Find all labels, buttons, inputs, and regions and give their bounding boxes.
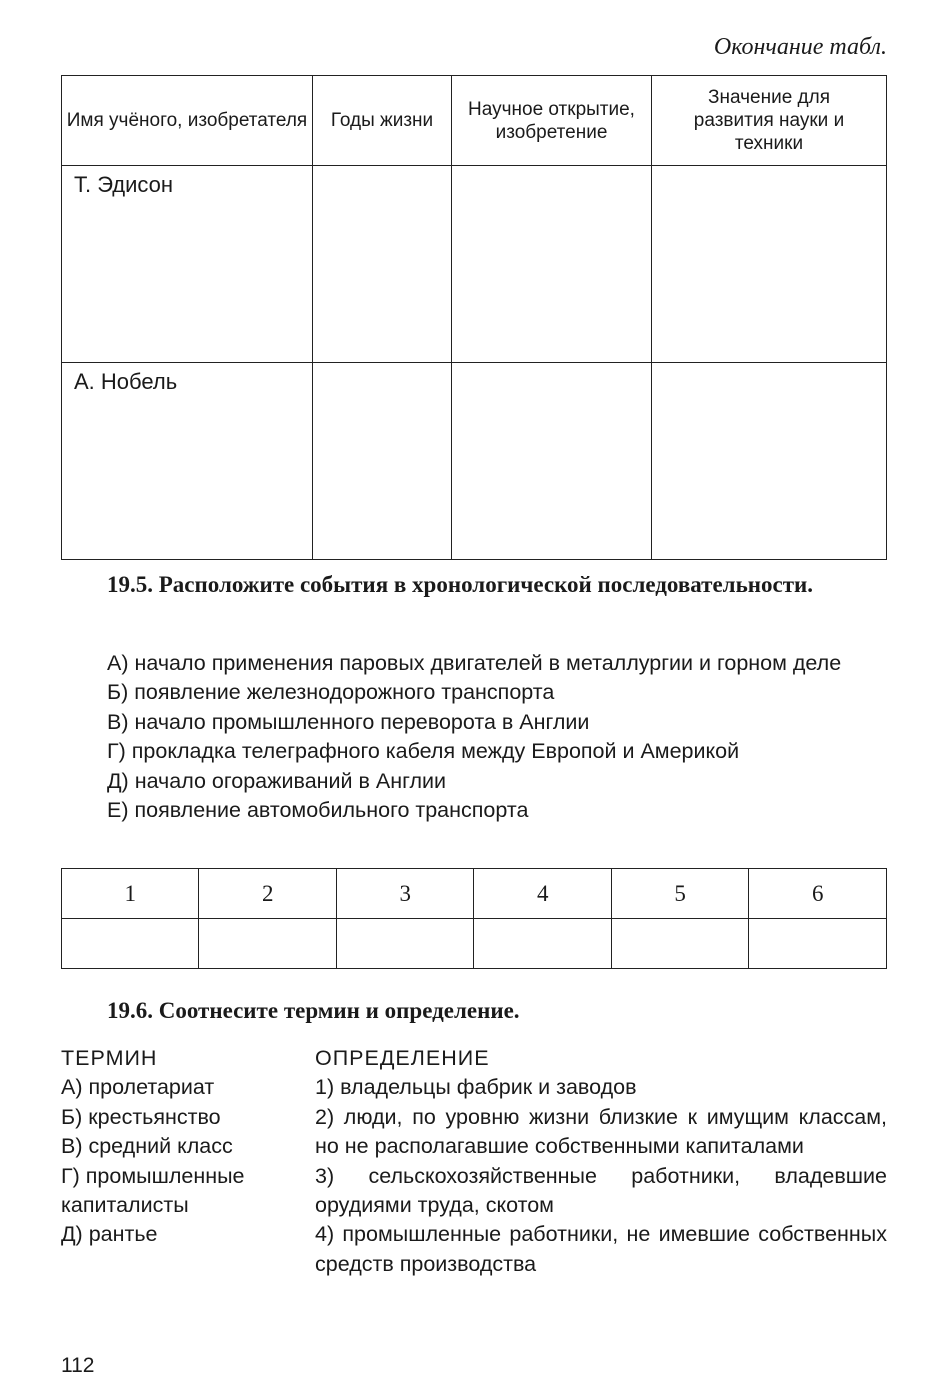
answer-row [62,919,887,969]
cell-discovery[interactable] [452,363,652,560]
cell-name: А. Нобель [62,363,313,560]
header-name: Имя учёного, изобретателя [62,76,313,166]
terms-column [61,1044,301,1250]
term-item: Д) рантье [61,1222,158,1247]
event-item: В) начало промышленного переворота в Англии [107,709,590,734]
task-19-6-title: 19.6. Соотнесите термин и определение. [107,998,520,1023]
answer-header: 6 [749,869,887,919]
cell-years[interactable] [313,166,452,363]
page-number: 112 [61,1354,95,1377]
table-row [62,166,887,363]
table-header-row [62,76,887,166]
term-item: В) средний класс [61,1134,233,1159]
definition-item: 4) промышленные работники, не имевшие собственных средств производства [315,1222,887,1276]
answer-cell[interactable] [62,919,199,969]
event-item: Д) начало огораживаний в Англии [107,768,447,793]
answer-header: 3 [336,869,473,919]
answer-header: 5 [611,869,748,919]
header-years: Годы жизни [313,76,452,166]
definition-item: 3) сельскохозяйственные работники, владевшие орудиями труда, скотом [315,1163,887,1218]
answer-cell[interactable] [749,919,887,969]
answer-cell[interactable] [336,919,473,969]
definitions-header: ОПРЕДЕЛЕНИЕ [315,1046,490,1070]
header-significance: Значение для развития науки и техники [652,76,887,166]
answer-cell[interactable] [199,919,336,969]
answer-header: 2 [199,869,336,919]
event-item: Г) прокладка телеграфного кабеля между Европой и Америкой [107,739,740,764]
definition-item: 1) владельцы фабрик и заводов [315,1075,637,1100]
event-item: Б) появление железнодорожного транспорта [107,680,555,705]
answer-cell[interactable] [611,919,748,969]
answer-header: 1 [62,869,199,919]
task-19-5-items [61,649,887,825]
cell-name: Т. Эдисон [62,166,313,363]
term-item: Г) промышленные капиталисты [61,1163,245,1218]
definitions-column [315,1044,887,1279]
event-item: А) начало применения паровых двигателей в металлургии и горном деле [107,651,842,675]
table-continuation-caption: Окончание табл. [713,34,887,60]
cell-years[interactable] [313,363,452,560]
scientists-table [61,75,887,560]
term-item: Б) крестьянство [61,1104,221,1129]
answer-table [61,868,887,969]
answer-header-row [62,869,887,919]
terms-header: ТЕРМИН [61,1046,158,1070]
event-item: Е) появление автомобильного транспорта [107,798,529,823]
task-19-5-title: 19.5. Расположите события в хронологической последовательности. [107,572,814,597]
term-item: А) пролетариат [61,1075,215,1100]
header-discovery: Научное открытие, изобретение [452,76,652,166]
definition-item: 2) люди, по уровню жизни близкие к имущим классам, но не располагавшие собственными капиталами [315,1104,887,1159]
answer-cell[interactable] [474,919,611,969]
cell-significance[interactable] [652,166,887,363]
cell-discovery[interactable] [452,166,652,363]
answer-header: 4 [474,869,611,919]
table-row [62,363,887,560]
cell-significance[interactable] [652,363,887,560]
